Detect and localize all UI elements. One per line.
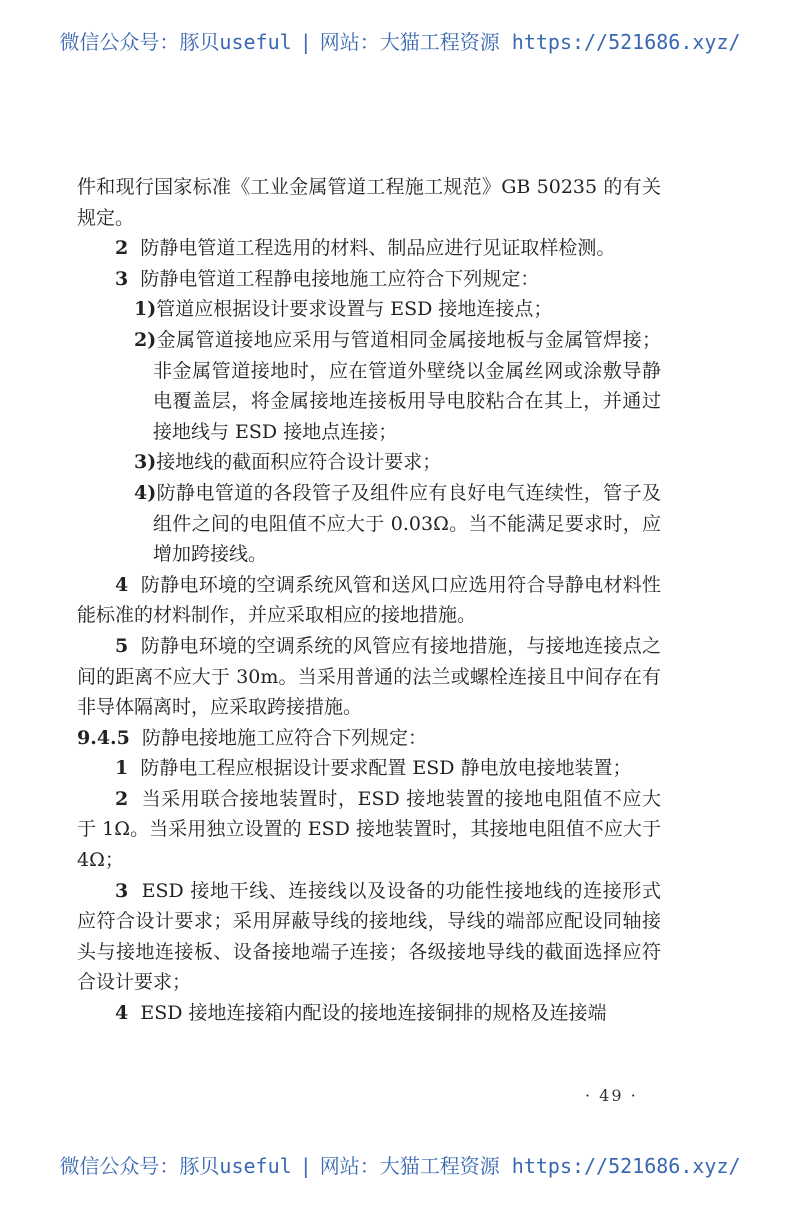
section-number: 9.4.5	[77, 726, 130, 749]
paragraph-text: 件和现行国家标准《工业金属管道工程施工规范》GB 50235 的有关规定。	[77, 176, 661, 229]
clause-text: 防静电管道工程选用的材料、制品应进行见证取样检测。	[140, 237, 616, 260]
clause-number: 3	[115, 267, 129, 290]
sub-item-number: 3)	[134, 451, 157, 474]
section-text: 防静电接地施工应符合下列规定：	[141, 726, 427, 749]
sub-item-text: 金属管道接地应采用与管道相同金属接地板与金属管焊接；非金属管道接地时，应在管道外壁绕以金属丝网或涂敷导静电覆盖层，将金属接地连接板用导电胶粘合在其上，并通过接地线与 ESD 接地点连接；	[153, 328, 661, 443]
clause-text: 防静电环境的空调系统风管和送风口应选用符合导静电材料性能标准的材料制作，并应采取相应的接地措施。	[77, 573, 661, 627]
sub-item	[96, 294, 661, 325]
document-body	[77, 172, 661, 1029]
clause-number: 1	[115, 757, 129, 780]
clause-text: ESD 接地干线、连接线以及设备的功能性接地线的连接形式应符合设计要求；采用屏蔽导线的接地线，导线的端部应配设同轴接头与接地连接板、设备接地端子连接；各级接地导线的截面选择应符合设计要求；	[77, 879, 661, 994]
sub-item	[96, 325, 661, 447]
clause-item	[77, 233, 661, 264]
watermark-bottom	[0, 1154, 800, 1178]
clause-number: 2	[115, 237, 129, 260]
section-heading	[77, 723, 661, 754]
sub-item-text: 防静电管道的各段管子及组件应有良好电气连续性，管子及组件之间的电阻值不应大于 0.03Ω。当不能满足要求时，应增加跨接线。	[153, 481, 661, 566]
watermark-right-text: 网站：大猫工程资源 https://521686.xyz/	[319, 1154, 741, 1178]
clause-text: ESD 接地连接箱内配设的接地连接铜排的规格及连接端	[140, 1002, 607, 1025]
clause-text: 当采用联合接地装置时，ESD 接地装置的接地电阻值不应大于 1Ω。当采用独立设置的 ESD 接地装置时，其接地电阻值不应大于 4Ω；	[77, 787, 661, 872]
clause-item	[77, 570, 661, 631]
watermark-right-text: 网站：大猫工程资源 https://521686.xyz/	[319, 30, 741, 54]
clause-number: 4	[115, 573, 129, 596]
watermark-separator: |	[299, 1154, 312, 1178]
clause-item	[77, 264, 661, 295]
sub-item-text: 接地线的截面积应符合设计要求；	[156, 451, 442, 474]
clause-item	[77, 998, 661, 1029]
clause-item	[77, 784, 661, 876]
sub-item-text: 管道应根据设计要求设置与 ESD 接地连接点；	[156, 298, 553, 321]
clause-item	[77, 753, 661, 784]
clause-number: 4	[115, 1002, 129, 1025]
watermark-top	[0, 30, 800, 54]
sub-item	[96, 447, 661, 478]
clause-text: 防静电管道工程静电接地施工应符合下列规定：	[140, 267, 540, 290]
clause-item	[77, 631, 661, 723]
sub-item-number: 4)	[134, 481, 157, 504]
watermark-separator: |	[299, 30, 312, 54]
watermark-left-text: 微信公众号：豚贝useful	[59, 1154, 292, 1178]
sub-item-number: 1)	[134, 298, 157, 321]
clause-item	[77, 876, 661, 998]
sub-item	[96, 478, 661, 570]
clause-number: 5	[115, 634, 129, 657]
clause-text: 防静电环境的空调系统的风管应有接地措施，与接地连接点之间的距离不应大于 30m。当采用普通的法兰或螺栓连接且中间存在有非导体隔离时，应采取跨接措施。	[77, 634, 661, 719]
watermark-left-text: 微信公众号：豚贝useful	[59, 30, 292, 54]
page-number: · 49 ·	[585, 1086, 638, 1105]
sub-item-number: 2)	[134, 328, 157, 351]
clause-number: 2	[115, 787, 129, 810]
clause-text: 防静电工程应根据设计要求配置 ESD 静电放电接地装置；	[140, 757, 632, 780]
clause-number: 3	[115, 879, 129, 902]
paragraph-continuation	[77, 172, 661, 233]
